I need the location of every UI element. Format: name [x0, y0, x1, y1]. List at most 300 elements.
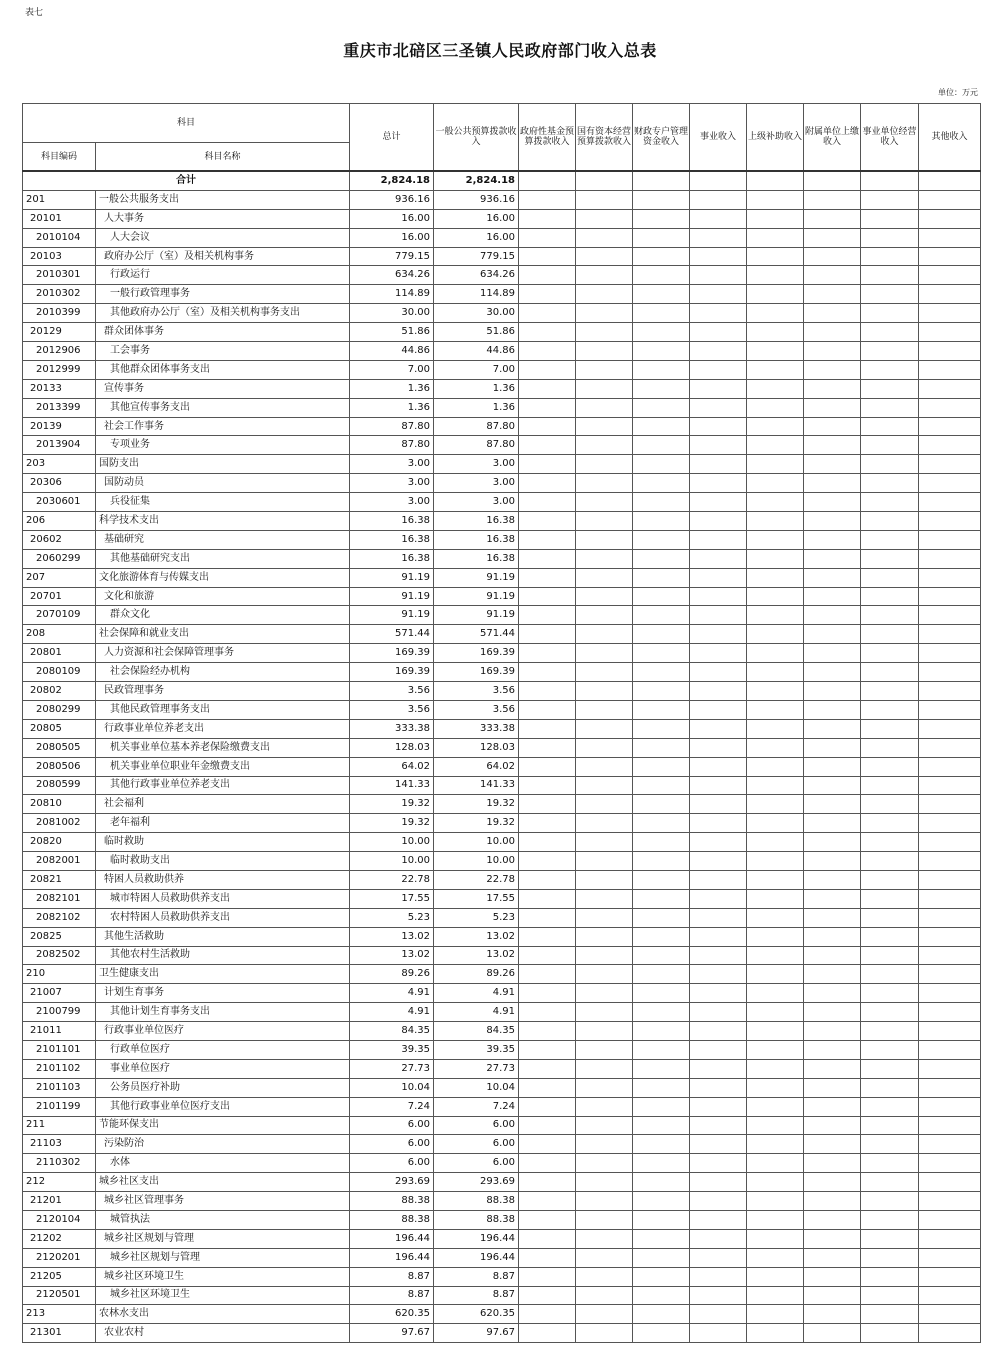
empty-cell [861, 1248, 919, 1267]
subject-code-cell: 207 [23, 568, 96, 587]
empty-cell [804, 436, 861, 455]
empty-cell [861, 398, 919, 417]
total-cell: 5.23 [350, 908, 434, 927]
empty-cell [633, 663, 690, 682]
subject-name-cell: 计划生育事务 [96, 984, 350, 1003]
general-budget-cell: 169.39 [434, 644, 519, 663]
empty-cell [576, 833, 633, 852]
empty-cell [804, 455, 861, 474]
empty-cell [690, 360, 747, 379]
total-cell: 16.00 [350, 228, 434, 247]
empty-cell [861, 1192, 919, 1211]
empty-cell [690, 1305, 747, 1324]
empty-cell [919, 719, 981, 738]
subject-code-cell: 21205 [23, 1267, 96, 1286]
empty-cell [519, 1040, 576, 1059]
subject-code-cell: 2082102 [23, 908, 96, 927]
subject-code-cell: 2010104 [23, 228, 96, 247]
empty-cell [633, 228, 690, 247]
income-summary-table [22, 103, 981, 1343]
table-row [23, 1003, 981, 1022]
empty-cell [804, 1135, 861, 1154]
subject-code-cell: 2101102 [23, 1059, 96, 1078]
empty-cell [919, 323, 981, 342]
table-row [23, 342, 981, 361]
empty-cell [747, 757, 804, 776]
empty-cell [633, 436, 690, 455]
empty-cell [861, 304, 919, 323]
table-row [23, 587, 981, 606]
empty-cell [690, 266, 747, 285]
empty-cell [804, 1305, 861, 1324]
empty-cell [919, 644, 981, 663]
subject-name-cell: 文化旅游体育与传媒支出 [96, 568, 350, 587]
empty-cell [861, 700, 919, 719]
header-subject: 科目 [23, 104, 350, 143]
empty-cell [633, 1324, 690, 1343]
empty-cell [747, 946, 804, 965]
table-row [23, 814, 981, 833]
table-row [23, 398, 981, 417]
empty-cell [919, 1059, 981, 1078]
subject-name-cell: 社会保障和就业支出 [96, 625, 350, 644]
empty-cell [633, 644, 690, 663]
empty-cell [576, 776, 633, 795]
empty-cell [633, 1248, 690, 1267]
empty-cell [919, 304, 981, 323]
total-cell: 30.00 [350, 304, 434, 323]
empty-cell [576, 946, 633, 965]
empty-cell [861, 1116, 919, 1135]
total-cell: 169.39 [350, 644, 434, 663]
empty-cell [576, 512, 633, 531]
empty-cell [804, 530, 861, 549]
empty-cell [690, 549, 747, 568]
header-business-operation: 事业单位经营收入 [861, 104, 919, 172]
empty-cell [747, 1173, 804, 1192]
empty-cell [747, 1135, 804, 1154]
empty-cell [861, 852, 919, 871]
subject-name-cell: 兵役征集 [96, 493, 350, 512]
subject-name-cell: 临时救助支出 [96, 852, 350, 871]
general-budget-cell: 16.38 [434, 512, 519, 531]
general-budget-cell: 779.15 [434, 247, 519, 266]
empty-cell [861, 625, 919, 644]
table-row [23, 644, 981, 663]
empty-cell [804, 927, 861, 946]
subject-code-cell: 20821 [23, 870, 96, 889]
empty-cell [690, 209, 747, 228]
total-row [23, 171, 981, 190]
empty-cell [633, 738, 690, 757]
subject-code-cell: 2080109 [23, 663, 96, 682]
subject-name-cell: 群众团体事务 [96, 323, 350, 342]
empty-cell [919, 927, 981, 946]
empty-cell [804, 889, 861, 908]
empty-cell [633, 266, 690, 285]
empty-cell [804, 1192, 861, 1211]
empty-cell [804, 493, 861, 512]
empty-cell [633, 927, 690, 946]
empty-cell [804, 682, 861, 701]
subject-code-cell: 2110302 [23, 1154, 96, 1173]
empty-cell [576, 342, 633, 361]
empty-cell [804, 1040, 861, 1059]
empty-cell [747, 285, 804, 304]
subject-code-cell: 2081002 [23, 814, 96, 833]
empty-cell [747, 1154, 804, 1173]
empty-cell [861, 927, 919, 946]
empty-cell [690, 1154, 747, 1173]
subject-name-cell: 机关事业单位职业年金缴费支出 [96, 757, 350, 776]
total-cell: 4.91 [350, 1003, 434, 1022]
empty-cell [519, 1022, 576, 1041]
table-row [23, 908, 981, 927]
general-budget-cell: 88.38 [434, 1192, 519, 1211]
empty-cell [519, 360, 576, 379]
empty-cell [690, 738, 747, 757]
empty-cell [861, 1210, 919, 1229]
empty-cell [690, 833, 747, 852]
empty-cell [633, 247, 690, 266]
empty-cell [804, 1210, 861, 1229]
general-budget-cell: 196.44 [434, 1248, 519, 1267]
total-cell: 51.86 [350, 323, 434, 342]
empty-cell [919, 700, 981, 719]
header-business-income: 事业收入 [690, 104, 747, 172]
empty-cell [690, 908, 747, 927]
empty-cell [861, 379, 919, 398]
empty-cell [690, 625, 747, 644]
general-budget-cell: 7.24 [434, 1097, 519, 1116]
empty-cell [861, 1324, 919, 1343]
subject-code-cell: 2010302 [23, 285, 96, 304]
empty-cell [804, 625, 861, 644]
empty-cell [633, 833, 690, 852]
empty-cell [690, 870, 747, 889]
total-cell: 13.02 [350, 927, 434, 946]
subject-name-cell: 基础研究 [96, 530, 350, 549]
empty-cell [747, 530, 804, 549]
subject-code-cell: 21301 [23, 1324, 96, 1343]
header-fiscal-special: 财政专户管理资金收入 [633, 104, 690, 172]
empty-cell [919, 663, 981, 682]
empty-cell [690, 946, 747, 965]
total-cell: 8.87 [350, 1267, 434, 1286]
empty-cell [804, 228, 861, 247]
header-subject-code: 科目编码 [23, 143, 96, 172]
total-cell: 10.00 [350, 833, 434, 852]
general-budget-cell: 4.91 [434, 984, 519, 1003]
table-row [23, 738, 981, 757]
empty-cell [919, 266, 981, 285]
empty-cell [804, 1267, 861, 1286]
empty-cell [919, 757, 981, 776]
empty-cell [519, 398, 576, 417]
empty-cell [519, 738, 576, 757]
empty-cell [633, 946, 690, 965]
empty-cell [519, 889, 576, 908]
empty-cell [519, 587, 576, 606]
empty-cell [861, 663, 919, 682]
general-budget-cell: 17.55 [434, 889, 519, 908]
empty-cell [690, 814, 747, 833]
empty-cell [519, 795, 576, 814]
empty-cell [804, 738, 861, 757]
empty-cell [861, 870, 919, 889]
general-budget-cell: 13.02 [434, 946, 519, 965]
total-cell: 1.36 [350, 379, 434, 398]
total-cell: 114.89 [350, 285, 434, 304]
subject-code-cell: 2080599 [23, 776, 96, 795]
table-row [23, 795, 981, 814]
subject-code-cell: 20805 [23, 719, 96, 738]
empty-cell [747, 908, 804, 927]
empty-cell [519, 606, 576, 625]
empty-cell [633, 682, 690, 701]
general-budget-cell: 3.56 [434, 700, 519, 719]
subject-code-cell: 20802 [23, 682, 96, 701]
empty-cell [576, 1173, 633, 1192]
empty-cell [576, 1248, 633, 1267]
total-cell: 169.39 [350, 663, 434, 682]
empty-cell [576, 700, 633, 719]
empty-cell [519, 776, 576, 795]
empty-cell [919, 870, 981, 889]
empty-cell [519, 1286, 576, 1305]
empty-cell [747, 549, 804, 568]
empty-cell [690, 1210, 747, 1229]
empty-cell [861, 795, 919, 814]
empty-cell [804, 587, 861, 606]
table-row [23, 1305, 981, 1324]
header-general-budget: 一般公共预算拨款收入 [434, 104, 519, 172]
subject-code-cell: 206 [23, 512, 96, 531]
empty-cell [519, 1059, 576, 1078]
subject-code-cell: 20820 [23, 833, 96, 852]
empty-cell [519, 247, 576, 266]
empty-cell [576, 852, 633, 871]
general-budget-cell: 8.87 [434, 1267, 519, 1286]
table-row [23, 455, 981, 474]
empty-cell [919, 682, 981, 701]
general-budget-cell: 1.36 [434, 379, 519, 398]
empty-cell [519, 512, 576, 531]
total-cell: 87.80 [350, 436, 434, 455]
subject-name-cell: 一般公共服务支出 [96, 190, 350, 209]
table-row [23, 417, 981, 436]
subject-name-cell: 宣传事务 [96, 379, 350, 398]
total-cell: 19.32 [350, 795, 434, 814]
empty-cell [919, 1210, 981, 1229]
empty-cell [519, 1173, 576, 1192]
empty-cell [747, 738, 804, 757]
table-row [23, 833, 981, 852]
total-cell: 87.80 [350, 417, 434, 436]
empty-cell [576, 682, 633, 701]
empty-cell [519, 833, 576, 852]
empty-cell [633, 889, 690, 908]
empty-cell [633, 965, 690, 984]
empty-cell [861, 738, 919, 757]
subject-name-cell: 公务员医疗补助 [96, 1078, 350, 1097]
empty-cell [576, 889, 633, 908]
subject-code-cell: 2012906 [23, 342, 96, 361]
empty-cell [919, 1040, 981, 1059]
subject-name-cell: 行政运行 [96, 266, 350, 285]
empty-cell [576, 757, 633, 776]
general-budget-cell: 6.00 [434, 1135, 519, 1154]
empty-cell [747, 247, 804, 266]
empty-cell [576, 644, 633, 663]
total-cell: 6.00 [350, 1116, 434, 1135]
empty-cell [576, 247, 633, 266]
page-tag: 表七 [25, 8, 44, 18]
general-budget-cell: 64.02 [434, 757, 519, 776]
subject-code-cell: 2082001 [23, 852, 96, 871]
subject-name-cell: 国防支出 [96, 455, 350, 474]
subject-name-cell: 其他农村生活救助 [96, 946, 350, 965]
header-affiliated-unit: 附属单位上缴收入 [804, 104, 861, 172]
empty-cell [633, 190, 690, 209]
total-cell: 16.38 [350, 512, 434, 531]
empty-cell [576, 304, 633, 323]
empty-cell [690, 682, 747, 701]
empty-cell [747, 700, 804, 719]
subject-name-cell: 城乡社区管理事务 [96, 1192, 350, 1211]
subject-name-cell: 水体 [96, 1154, 350, 1173]
subject-code-cell: 21011 [23, 1022, 96, 1041]
header-total: 总计 [350, 104, 434, 172]
total-cell: 6.00 [350, 1154, 434, 1173]
subject-name-cell: 城管执法 [96, 1210, 350, 1229]
subject-code-cell: 2101199 [23, 1097, 96, 1116]
empty-cell [919, 1078, 981, 1097]
empty-cell [804, 1097, 861, 1116]
empty-cell [804, 870, 861, 889]
empty-cell [919, 1286, 981, 1305]
empty-cell [861, 1173, 919, 1192]
empty-cell [747, 719, 804, 738]
general-budget-cell: 6.00 [434, 1116, 519, 1135]
general-budget-cell: 10.04 [434, 1078, 519, 1097]
empty-cell [633, 795, 690, 814]
table-row [23, 757, 981, 776]
empty-cell [747, 266, 804, 285]
total-cell: 91.19 [350, 587, 434, 606]
empty-cell [576, 1003, 633, 1022]
empty-cell [919, 1022, 981, 1041]
subject-code-cell: 21202 [23, 1229, 96, 1248]
empty-cell [919, 530, 981, 549]
empty-cell [519, 1003, 576, 1022]
empty-cell [747, 644, 804, 663]
subject-code-cell: 20306 [23, 474, 96, 493]
table-row [23, 568, 981, 587]
empty-cell [747, 965, 804, 984]
table-row [23, 1229, 981, 1248]
empty-cell [690, 1116, 747, 1135]
empty-cell [690, 1324, 747, 1343]
empty-cell [747, 1003, 804, 1022]
empty-cell [519, 530, 576, 549]
total-cell: 13.02 [350, 946, 434, 965]
empty-cell [747, 228, 804, 247]
empty-cell [633, 360, 690, 379]
empty-cell [861, 549, 919, 568]
table-row [23, 285, 981, 304]
subject-code-cell: 20133 [23, 379, 96, 398]
general-budget-cell: 6.00 [434, 1154, 519, 1173]
empty-cell [690, 1267, 747, 1286]
table-row [23, 1210, 981, 1229]
empty-cell [690, 663, 747, 682]
general-budget-cell: 16.38 [434, 530, 519, 549]
empty-cell [576, 266, 633, 285]
empty-cell [633, 700, 690, 719]
empty-cell [690, 719, 747, 738]
empty-cell [804, 965, 861, 984]
empty-cell [576, 1267, 633, 1286]
table-row [23, 606, 981, 625]
empty-cell [861, 644, 919, 663]
empty-cell [576, 984, 633, 1003]
empty-cell [519, 927, 576, 946]
subject-code-cell: 20139 [23, 417, 96, 436]
table-row [23, 379, 981, 398]
subject-code-cell: 2010301 [23, 266, 96, 285]
empty-cell [576, 568, 633, 587]
empty-cell [861, 833, 919, 852]
empty-cell [519, 1324, 576, 1343]
total-cell: 4.91 [350, 984, 434, 1003]
empty-cell [747, 323, 804, 342]
empty-cell [633, 323, 690, 342]
empty-cell [576, 474, 633, 493]
empty-cell [633, 1286, 690, 1305]
empty-cell [919, 549, 981, 568]
empty-cell [519, 1248, 576, 1267]
subject-name-cell: 社会福利 [96, 795, 350, 814]
empty-cell [804, 908, 861, 927]
empty-cell [519, 190, 576, 209]
table-row [23, 228, 981, 247]
empty-cell [804, 833, 861, 852]
total-cell: 27.73 [350, 1059, 434, 1078]
subject-name-cell: 节能环保支出 [96, 1116, 350, 1135]
empty-cell [747, 1040, 804, 1059]
subject-code-cell: 20825 [23, 927, 96, 946]
table-row [23, 870, 981, 889]
general-budget-cell: 88.38 [434, 1210, 519, 1229]
empty-cell [519, 1305, 576, 1324]
table-row [23, 719, 981, 738]
empty-cell [519, 625, 576, 644]
subject-code-cell: 2120104 [23, 1210, 96, 1229]
empty-cell [804, 1003, 861, 1022]
empty-cell [576, 1192, 633, 1211]
empty-cell [519, 379, 576, 398]
table-row [23, 323, 981, 342]
total-cell: 88.38 [350, 1210, 434, 1229]
subject-name-cell: 群众文化 [96, 606, 350, 625]
subject-name-cell: 事业单位医疗 [96, 1059, 350, 1078]
empty-cell [633, 1210, 690, 1229]
table-row [23, 663, 981, 682]
empty-cell [576, 908, 633, 927]
empty-cell [747, 190, 804, 209]
empty-cell [690, 776, 747, 795]
